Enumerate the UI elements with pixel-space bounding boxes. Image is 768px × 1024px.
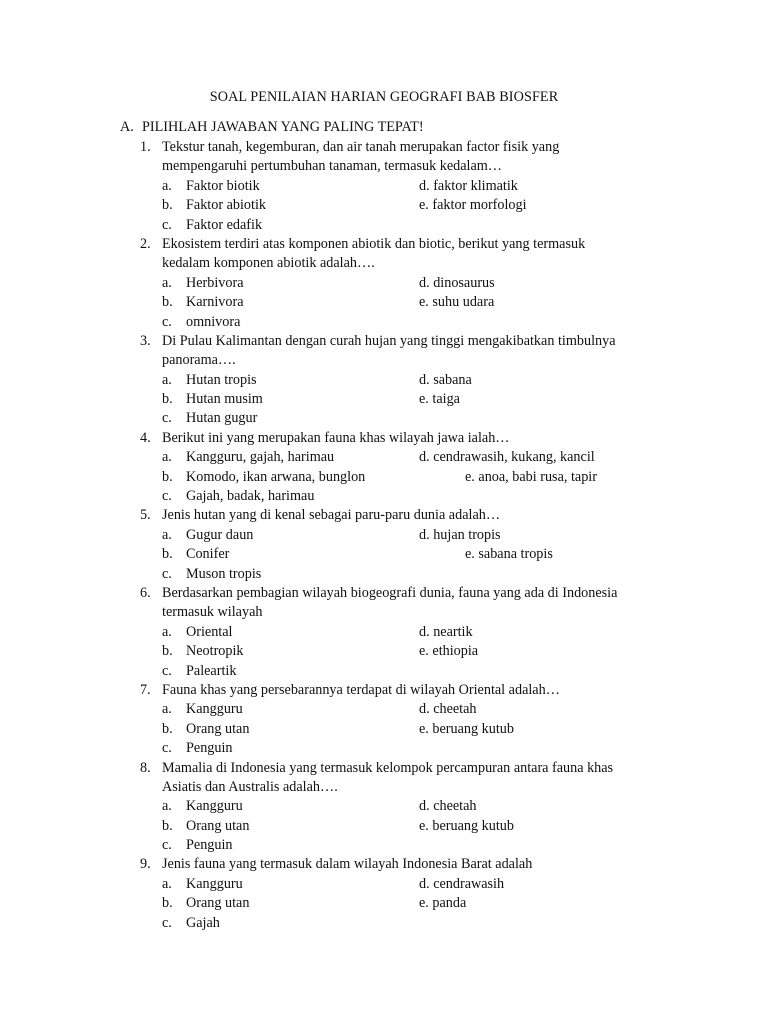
option-row: [0, 390, 768, 409]
option-c-letter: c.: [162, 410, 172, 427]
question-item: [0, 429, 768, 507]
question-number: 6.: [140, 584, 151, 601]
question-text: Fauna khas yang persebarannya terdapat di wilayah Oriental adalah…: [162, 681, 560, 698]
option-b-text: Komodo, ikan arwana, bunglon: [186, 468, 366, 485]
option-a-text: Kangguru: [186, 701, 243, 718]
option-d-text: d. cendrawasih, kukang, kancil: [419, 449, 595, 466]
question-number: 7.: [140, 681, 151, 698]
option-d-text: d. faktor klimatik: [419, 177, 518, 194]
option-b-letter: b.: [162, 468, 173, 485]
option-a-text: Hutan tropis: [186, 371, 257, 388]
option-row: [0, 894, 768, 913]
question-line: [0, 235, 768, 254]
question-number: 1.: [140, 139, 151, 155]
question-number: 5.: [140, 507, 151, 524]
section-instruction: PILIHLAH JAWABAN YANG PALING TEPAT!: [142, 119, 424, 135]
option-c-text: omnivora: [186, 313, 241, 330]
option-c-letter: c.: [162, 313, 172, 330]
question-line: [0, 584, 768, 603]
option-a-text: Faktor biotik: [186, 177, 260, 194]
option-row: [0, 720, 768, 739]
question-text: Berdasarkan pembagian wilayah biogeografi dunia, fauna yang ada di Indonesia: [162, 584, 618, 601]
option-c-letter: c.: [162, 216, 172, 233]
option-row: [0, 526, 768, 545]
option-c-letter: c.: [162, 488, 172, 505]
question-text: termasuk wilayah: [162, 604, 263, 621]
option-row: [0, 739, 768, 758]
option-row: [0, 642, 768, 661]
option-row: [0, 448, 768, 467]
option-a-letter: a.: [162, 623, 172, 640]
question-line: [0, 429, 768, 448]
page-title: SOAL PENILAIAN HARIAN GEOGRAFI BAB BIOSFER: [209, 89, 559, 105]
question-line: [0, 138, 768, 157]
option-row: [0, 196, 768, 215]
option-a-letter: a.: [162, 449, 172, 466]
option-c-letter: c.: [162, 565, 172, 582]
option-row: [0, 409, 768, 428]
question-number: 3.: [140, 332, 151, 349]
option-b-letter: b.: [162, 391, 173, 408]
question-number: 9.: [140, 856, 151, 873]
option-a-letter: a.: [162, 371, 172, 388]
option-b-letter: b.: [162, 197, 173, 214]
option-b-letter: b.: [162, 643, 173, 660]
question-text: Asiatis dan Australis adalah….: [162, 778, 338, 795]
option-a-letter: a.: [162, 701, 172, 718]
option-a-text: Herbivora: [186, 274, 244, 291]
option-row: [0, 468, 768, 487]
option-a-text: Kangguru: [186, 875, 243, 892]
question-item: [0, 759, 768, 856]
option-e-text: e. beruang kutub: [419, 720, 514, 737]
question-line: [0, 855, 768, 874]
option-b-letter: b.: [162, 720, 173, 737]
option-a-letter: a.: [162, 274, 172, 291]
section-letter: A.: [120, 119, 134, 135]
question-text: kedalam komponen abiotik adalah….: [162, 255, 375, 272]
option-c-letter: c.: [162, 662, 172, 679]
question-text: Tekstur tanah, kegemburan, dan air tanah merupakan factor fisik yang: [162, 139, 560, 155]
option-row: [0, 662, 768, 681]
question-number: 4.: [140, 429, 151, 446]
option-d-text: d. hujan tropis: [419, 526, 501, 543]
option-row: [0, 565, 768, 584]
question-text: Berikut ini yang merupakan fauna khas wilayah jawa ialah…: [162, 429, 510, 446]
option-row: [0, 177, 768, 196]
option-c-text: Penguin: [186, 740, 233, 757]
question-line: [0, 254, 768, 273]
option-a-text: Gugur daun: [186, 526, 254, 543]
option-c-text: Gajah: [186, 914, 220, 931]
question-text: Ekosistem terdiri atas komponen abiotik dan biotic, berikut yang termasuk: [162, 235, 586, 252]
question-item: [0, 855, 768, 933]
question-item: [0, 506, 768, 584]
option-b-text: Hutan musim: [186, 391, 263, 408]
option-d-text: d. cheetah: [419, 701, 477, 718]
option-row: [0, 545, 768, 564]
option-a-letter: a.: [162, 177, 172, 194]
option-a-letter: a.: [162, 875, 172, 892]
option-row: [0, 216, 768, 235]
option-a-text: Kangguru, gajah, harimau: [186, 449, 335, 466]
option-e-text: e. ethiopia: [419, 643, 479, 660]
question-text: Di Pulau Kalimantan dengan curah hujan yang tinggi mengakibatkan timbulnya: [162, 332, 616, 349]
option-b-text: Neotropik: [186, 643, 244, 660]
question-text: Mamalia di Indonesia yang termasuk kelompok percampuran antara fauna khas: [162, 759, 614, 776]
option-row: [0, 797, 768, 816]
question-line: [0, 681, 768, 700]
question-line: [0, 157, 768, 176]
question-item: [0, 138, 768, 235]
option-b-text: Karnivora: [186, 294, 244, 311]
option-c-text: Muson tropis: [186, 565, 262, 582]
question-text: mempengaruhi pertumbuhan tanaman, termasuk kedalam…: [162, 158, 502, 175]
option-e-text: e. faktor morfologi: [419, 197, 527, 214]
option-d-text: d. dinosaurus: [419, 274, 495, 291]
option-row: [0, 875, 768, 894]
question-line: [0, 506, 768, 525]
option-row: [0, 313, 768, 332]
option-row: [0, 700, 768, 719]
option-d-text: d. cheetah: [419, 798, 477, 815]
option-row: [0, 914, 768, 933]
question-number: 2.: [140, 235, 151, 252]
option-row: [0, 817, 768, 836]
option-e-text: e. taiga: [419, 391, 460, 408]
question-list: [0, 138, 768, 933]
option-b-text: Conifer: [186, 546, 230, 563]
option-c-letter: c.: [162, 837, 172, 854]
option-a-text: Kangguru: [186, 798, 243, 815]
option-c-text: Paleartik: [186, 662, 237, 679]
option-b-letter: b.: [162, 546, 173, 563]
option-d-text: d. cendrawasih: [419, 875, 505, 892]
option-d-text: d. sabana: [419, 371, 472, 388]
question-item: [0, 332, 768, 429]
question-text: Jenis fauna yang termasuk dalam wilayah Indonesia Barat adalah: [162, 856, 533, 873]
question-line: [0, 778, 768, 797]
option-c-text: Penguin: [186, 837, 233, 854]
question-text: Jenis hutan yang di kenal sebagai paru-paru dunia adalah…: [162, 507, 501, 524]
option-e-text: e. sabana tropis: [465, 546, 553, 563]
option-d-text: d. neartik: [419, 623, 473, 640]
question-line: [0, 759, 768, 778]
option-c-text: Gajah, badak, harimau: [186, 488, 315, 505]
option-c-letter: c.: [162, 914, 172, 931]
option-b-letter: b.: [162, 294, 173, 311]
question-item: [0, 584, 768, 681]
option-row: [0, 623, 768, 642]
option-row: [0, 274, 768, 293]
question-number: 8.: [140, 759, 151, 776]
option-row: [0, 487, 768, 506]
option-row: [0, 836, 768, 855]
option-c-letter: c.: [162, 740, 172, 757]
option-e-text: e. anoa, babi rusa, tapir: [465, 468, 597, 485]
option-b-text: Orang utan: [186, 720, 250, 737]
option-a-text: Oriental: [186, 623, 233, 640]
option-b-text: Orang utan: [186, 817, 250, 834]
option-e-text: e. panda: [419, 895, 467, 912]
option-e-text: e. suhu udara: [419, 294, 495, 311]
question-line: [0, 351, 768, 370]
option-b-letter: b.: [162, 817, 173, 834]
option-a-letter: a.: [162, 526, 172, 543]
option-row: [0, 371, 768, 390]
option-e-text: e. beruang kutub: [419, 817, 514, 834]
question-item: [0, 681, 768, 759]
option-b-text: Faktor abiotik: [186, 197, 266, 214]
question-text: panorama….: [162, 352, 236, 369]
option-c-text: Hutan gugur: [186, 410, 258, 427]
question-line: [0, 603, 768, 622]
option-b-letter: b.: [162, 895, 173, 912]
option-b-text: Orang utan: [186, 895, 250, 912]
option-c-text: Faktor edafik: [186, 216, 263, 233]
option-a-letter: a.: [162, 798, 172, 815]
question-line: [0, 332, 768, 351]
question-item: [0, 235, 768, 332]
option-row: [0, 293, 768, 312]
